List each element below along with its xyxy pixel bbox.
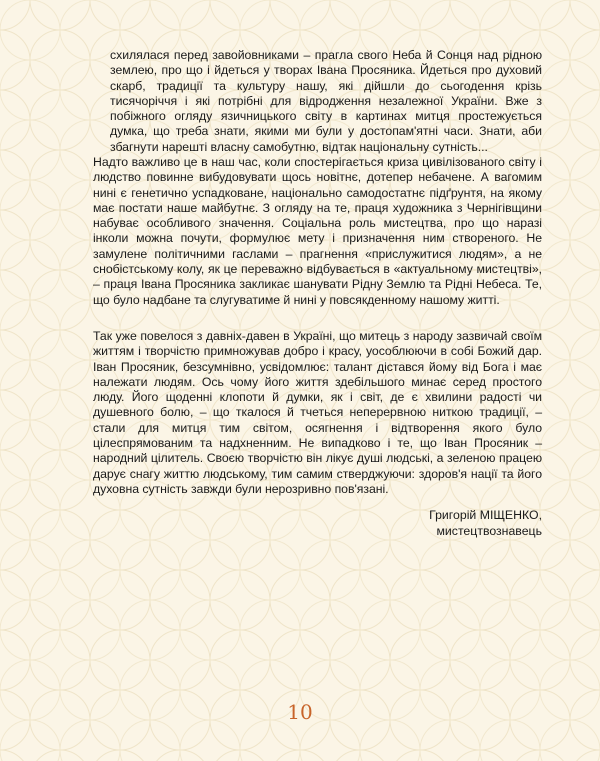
paragraph-3: Так уже повелося з давніх-давен в Україні, що митець з народу зазвичай своїм життям і творчістю примножував добро і красу, уособлюючи в собі Божий дар. Іван Просяник, безсумнівно, усвідомлює: талант дістався йому від Бога і має належати людям. Ось чому його життя здебільшого минає серед простого люду. Його щоденні клопоти й думки, як і світ, де є хвилини радості чи душевного болю, – що ткалося й тчеться неперервною ниткою традиції, – стали для митця тим світом, осягнення і відтворення якого було цілеспрямованим та надхненним. Не випадково і те, що Іван Просяник – народний цілитель. Своєю творчістю він лікує душі людські, а зеленою працею дарує снагу життю людському, тим самим стверджуючи: здоров'я нації та його духовна сутність завжди були нерозривно пов'язані. [93, 329, 542, 496]
paragraph-2: Надто важливо це в наш час, коли спостерігається криза цивілізованого світу і людство повинне вибудовувати щось новітнє, дотепер небачене. А вагомим нині є генетично успадковане, національно самодостатнє підґрунтя, на якому має постати наше майбутнє. З огляду на те, праця художника з Чернігівщини набуває особливого значення. Соціальна роль мистецтва, про що наразі інколи можна почути, формулює мету і призначення ним створеного. Не замулене політичними гаслами – прагнення «прислужитися людям», а не снобістському колу, як це переважно відбувається в «актуальному мистецтві», – праця Івана Просяника закликає шанувати Рідну Землю та Рідні Небеса. Те, що було надбане та слугуватиме й нині у повсякденному нашому житті. [93, 155, 542, 307]
paragraph-1: схилялася перед завойовниками – прагла свого Неба й Сонця над рідною землею, про що і йдеться у творах Івана Просяника. Йдеться про духовий скарб, традиції та культуру нашу, які дійшли до сьогодення крізь тисячоріччя і які потрібні для відродження незалежної України. Вже з побіжного огляду язичницького світу в картинах митця простежується думка, що треба знати, якими ми були у достопам'ятні часи. Знати, аби збагнути нарешті власну самобутню, відтак національну сутність... [110, 48, 542, 154]
signature-author: Григорій МІЩЕНКО, [429, 508, 542, 522]
page-number: 10 [287, 700, 313, 724]
signature-block [429, 507, 542, 539]
signature-role: мистецтвознавець [436, 524, 542, 538]
